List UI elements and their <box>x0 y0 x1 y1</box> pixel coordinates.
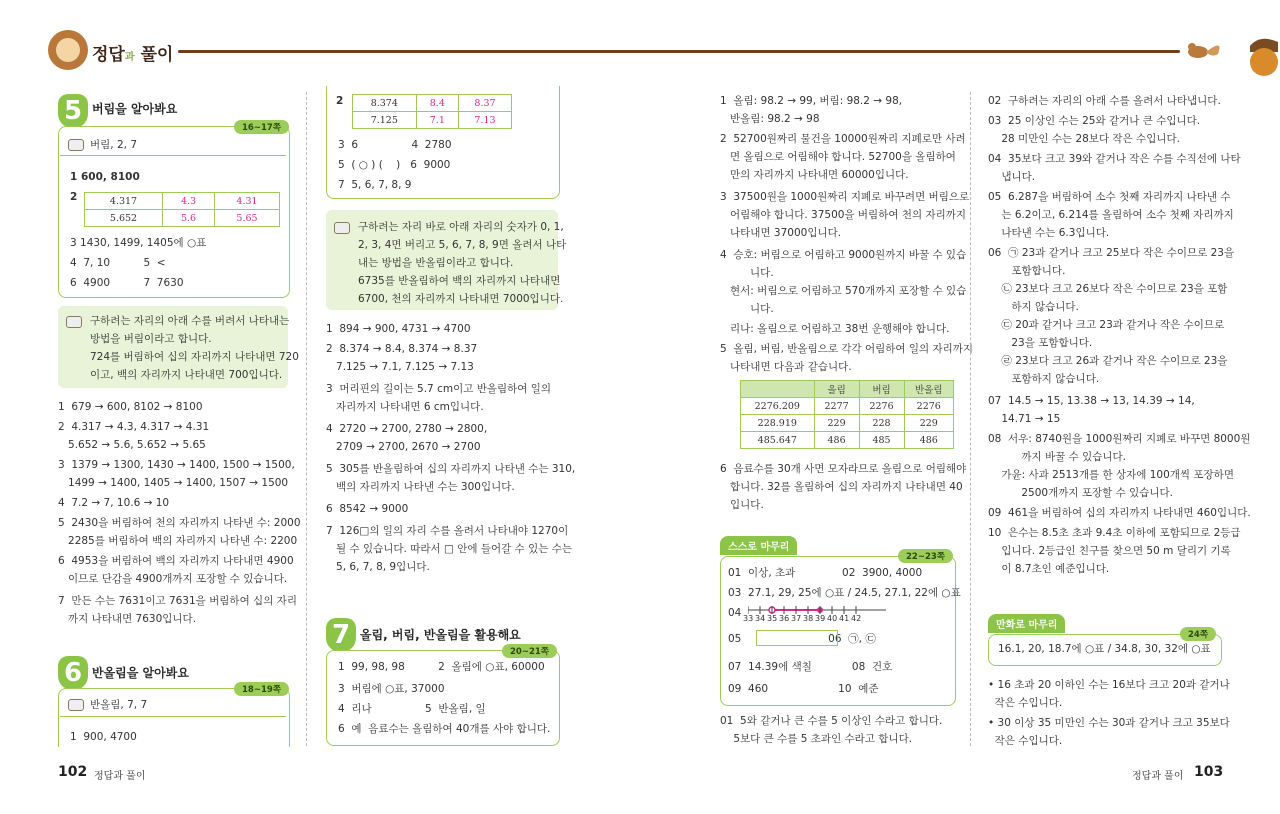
solution-line: 하지 않습니다. <box>988 301 1079 313</box>
solution-line: 10 은수는 8.5초 초과 9.4초 이하에 포함되므로 2등급 <box>988 527 1241 539</box>
section-6-table: 8.374 8.4 8.37 7.125 7.1 7.13 <box>352 94 512 129</box>
header-rule <box>178 50 1180 53</box>
number-line-label: 36 <box>779 614 790 623</box>
solution-line: 09 461을 버림하여 십의 자리까지 나타내면 460입니다. <box>988 507 1251 519</box>
answer-line: 7 5, 6, 7, 8, 9 <box>338 179 412 191</box>
answer-line: 2 <box>336 95 344 107</box>
note-line: 이고, 백의 자리까지 나타내면 700입니다. <box>90 369 283 381</box>
section-5-title: 버림을 알아봐요 <box>92 102 178 116</box>
solution-line: 5 올림, 버림, 반올림으로 각각 어림하여 일의 자리까지 <box>720 343 974 355</box>
mascot-lion-icon <box>48 30 88 70</box>
solution-line: 6 4953을 버림하여 백의 자리까지 나타내면 4900 <box>58 555 294 567</box>
section-7-pages: 20~21쪽 <box>502 644 557 658</box>
solution-line: 7 126□의 일의 자리 수를 올려서 나타내야 1270이 <box>326 525 569 537</box>
solution-line: 5.652 → 5.6, 5.652 → 5.65 <box>58 439 206 451</box>
section-6-pages: 18~19쪽 <box>234 682 289 696</box>
answer-line: 04 <box>728 607 742 619</box>
number-line-label: 42 <box>851 614 862 623</box>
solution-line: 백의 자리까지 나타낸 수는 300입니다. <box>326 481 515 493</box>
solution-line: 합니다. 32를 올림하여 십의 자리까지 나타내면 40 <box>720 481 963 493</box>
solution-line: 이 8.7초인 예준입니다. <box>988 563 1110 575</box>
solution-line: 5, 6, 7, 8, 9입니다. <box>326 561 430 573</box>
number-line-label: 38 <box>803 614 814 623</box>
answer-line: 6 4900 7 7630 <box>70 277 184 289</box>
solution-line: 1 올림: 98.2 → 99, 버림: 98.2 → 98, <box>720 95 903 107</box>
solution-line: 니다. <box>720 303 774 315</box>
notebook-icon <box>334 222 350 234</box>
answer-line: 07 14.39에 색칠 08 건호 <box>728 661 893 673</box>
solution-line: 2 52700원짜리 물건을 10000원짜리 지폐로만 사려 <box>720 133 966 145</box>
solution-line: 포함하지 않습니다. <box>988 373 1100 385</box>
number-line-label: 40 <box>827 614 838 623</box>
solution-line: 08 서우: 8740원을 1000원짜리 지폐로 바꾸면 8000원 <box>988 433 1251 445</box>
acorn-icon <box>1240 28 1280 80</box>
solution-line: 07 14.5 → 15, 13.38 → 13, 14.39 → 14, <box>988 395 1195 407</box>
solution-line: 7 만든 수는 7631이고 7631을 버림하여 십의 자리 <box>58 595 297 607</box>
solution-line: 3 1379 → 1300, 1430 → 1400, 1500 → 1500, <box>58 459 295 471</box>
answer-line: 6 예 음료수는 올림하여 40개를 사야 합니다. <box>338 723 551 735</box>
section-6-badge: 6 <box>58 656 88 690</box>
section-7-title: 올림, 버림, 반올림을 활용해요 <box>360 628 521 642</box>
solution-line: 14.71 → 15 <box>988 413 1061 425</box>
solution-line: • 30 이상 35 미만인 수는 30과 같거나 크고 35보다 <box>988 717 1230 729</box>
solution-line: 나타내면 37000입니다. <box>720 227 842 239</box>
number-line-label: 35 <box>767 614 778 623</box>
note-line: 2, 3, 4면 버리고 5, 6, 7, 8, 9면 올려서 나타 <box>358 239 567 251</box>
solution-line: 1 894 → 900, 4731 → 4700 <box>326 323 471 335</box>
answer-line: 1 99, 98, 98 2 올림에 ○표, 60000 <box>338 661 545 673</box>
solution-line: 6 음료수를 30개 사면 모자라므로 올림으로 어림해야 <box>720 463 967 475</box>
solution-line: 현서: 버림으로 어림하고 570개까지 포장할 수 있습 <box>720 285 967 297</box>
solution-line: 될 수 있습니다. 따라서 □ 안에 들어갈 수 있는 수는 <box>326 543 573 555</box>
solution-line: 2709 → 2700, 2670 → 2700 <box>326 441 481 453</box>
section-6-title: 반올림을 알아봐요 <box>92 666 189 680</box>
solution-line: 입니다. <box>720 499 764 511</box>
solution-line: 04 35보다 크고 39와 같거나 작은 수를 수직선에 나타 <box>988 153 1241 165</box>
answer-line: 16.1, 20, 18.7에 ○표 / 34.8, 30, 32에 ○표 <box>998 643 1211 655</box>
solution-line: 면 올림으로 어림해야 합니다. 52700을 올림하여 <box>720 151 956 163</box>
answer-blank-box <box>756 630 838 646</box>
solution-line: 6 8542 → 9000 <box>326 503 409 515</box>
page-number-left: 102 <box>58 764 88 780</box>
note-line: 구하려는 자리의 아래 수를 버려서 나타내는 <box>90 315 290 327</box>
answer-line: 01 이상, 초과 02 3900, 4000 <box>728 567 923 579</box>
solution-line: 만의 자리까지 나타내면 60000입니다. <box>720 169 909 181</box>
solution-line: 01 5와 같거나 큰 수를 5 이상인 수라고 합니다. <box>720 715 943 727</box>
solution-line: 5 2430을 버림하여 천의 자리까지 나타낸 수: 2000 <box>58 517 301 529</box>
answer-line: 05 06 ㉠, ㉢ <box>728 633 876 645</box>
answer-line: 버림, 2, 7 <box>68 138 137 152</box>
solution-line: 2 4.317 → 4.3, 4.317 → 4.31 <box>58 421 210 433</box>
notebook-icon <box>68 139 84 151</box>
page-title: 정답과 풀이 <box>92 45 174 65</box>
answer-line: 반올림, 7, 7 <box>68 698 147 712</box>
review-title: 스스로 마무리 <box>720 536 797 555</box>
solution-line: 니다. <box>720 267 774 279</box>
solution-line: 리나: 올림으로 어림하고 38번 운행해야 합니다. <box>720 323 950 335</box>
solution-line: 나타내면 다음과 같습니다. <box>720 361 852 373</box>
answer-line: 09 460 10 예준 <box>728 683 879 695</box>
solution-line: 반올림: 98.2 → 98 <box>720 113 820 125</box>
solution-line: 2 8.374 → 8.4, 8.374 → 8.37 <box>326 343 478 355</box>
answer-line: 3 버림에 ○표, 37000 <box>338 683 445 695</box>
note-line: 6700, 천의 자리까지 나타내면 7000입니다. <box>358 293 564 305</box>
solution-line: 이므로 단감을 4900개까지 포장할 수 있습니다. <box>58 573 288 585</box>
footer-label-right: 정답과 풀이 <box>1132 771 1184 782</box>
solution-line: 1 679 → 600, 8102 → 8100 <box>58 401 203 413</box>
solution-line: 1499 → 1400, 1405 → 1400, 1507 → 1500 <box>58 477 289 489</box>
solution-line: 냅니다. <box>988 171 1036 183</box>
solution-line: 작은 수입니다. <box>988 735 1063 747</box>
solution-line: 까지 바꿀 수 있습니다. <box>988 451 1127 463</box>
rounding-table: 올림 버림 반올림 2276.209 2277 2276 2276 228.919 229 228 229 485.647 486 485 486 <box>740 380 954 449</box>
solution-line: 포함합니다. <box>988 265 1066 277</box>
note-line: 내는 방법을 반올림이라고 합니다. <box>358 257 514 269</box>
solution-line: 자리까지 나타내면 6 cm입니다. <box>326 401 484 413</box>
review-pages: 22~23쪽 <box>898 549 953 563</box>
section-5-table: 4.317 4.3 4.31 5.652 5.6 5.65 <box>84 192 280 227</box>
answer-line: 3 1430, 1499, 1405에 ○표 <box>70 237 207 249</box>
solution-line: 2500개까지 포장할 수 있습니다. <box>988 487 1174 499</box>
note-line: 방법을 버림이라고 합니다. <box>90 333 212 345</box>
solution-line: 는 6.2이고, 6.214를 올림하여 소수 첫째 자리까지 <box>988 209 1234 221</box>
solution-line: 28 미만인 수는 28보다 작은 수입니다. <box>988 133 1180 145</box>
solution-line: 3 37500원을 1000원짜리 지폐로 바꾸려면 버림으로 <box>720 191 970 203</box>
notebook-icon <box>66 316 82 328</box>
number-line-label: 41 <box>839 614 850 623</box>
section-5-badge: 5 <box>58 94 88 128</box>
solution-line: 02 구하려는 자리의 아래 수를 올려서 나타냅니다. <box>988 95 1221 107</box>
note-line: 724를 버림하여 십의 자리까지 나타내면 720 <box>90 351 299 363</box>
solution-line: 7.125 → 7.1, 7.125 → 7.13 <box>326 361 474 373</box>
answer-line: 3 6 4 2780 <box>338 139 452 151</box>
number-line-label: 34 <box>755 614 766 623</box>
solution-line: 05 6.287을 버림하여 소수 첫째 자리까지 나타낸 수 <box>988 191 1231 203</box>
number-line-label: 33 <box>743 614 754 623</box>
number-line <box>743 602 888 628</box>
answer-line: 5 ( ○ ) ( ) 6 9000 <box>338 159 451 171</box>
solution-line: 작은 수입니다. <box>988 697 1063 709</box>
solution-line: ㉢ 20과 같거나 크고 23과 같거나 작은 수이므로 <box>988 319 1225 331</box>
number-line-label: 39 <box>815 614 826 623</box>
answer-line: 1 600, 8100 <box>70 171 140 183</box>
solution-line: 2285를 버림하여 백의 자리까지 나타낸 수: 2200 <box>58 535 298 547</box>
solution-line: 입니다. 2등급인 친구를 찾으면 50 m 달리기 기록 <box>988 545 1231 557</box>
comic-review-pages: 24쪽 <box>1180 627 1216 641</box>
solution-line: 5 305를 반올림하여 십의 자리까지 나타낸 수는 310, <box>326 463 576 475</box>
answer-line: 4 리나 5 반올림, 일 <box>338 703 486 715</box>
solution-line: ㉣ 23보다 크고 26과 같거나 작은 수이므로 23을 <box>988 355 1228 367</box>
number-line-label: 37 <box>791 614 802 623</box>
note-line: 6735를 반올림하여 백의 자리까지 나타내면 <box>358 275 561 287</box>
solution-line: ㉡ 23보다 크고 26보다 작은 수이므로 23을 포함 <box>988 283 1228 295</box>
answer-line: 03 27.1, 29, 25에 ○표 / 24.5, 27.1, 22에 ○표 <box>728 587 961 599</box>
solution-line: 4 7.2 → 7, 10.6 → 10 <box>58 497 170 509</box>
footer-label-left: 정답과 풀이 <box>94 771 146 782</box>
solution-line: 5보다 큰 수를 5 초과인 수라고 합니다. <box>720 733 913 745</box>
squirrel-icon <box>1184 36 1226 62</box>
answer-line: 1 900, 4700 <box>70 731 137 743</box>
solution-line: 3 머리핀의 길이는 5.7 cm이고 반올림하여 일의 <box>326 383 552 395</box>
solution-line: 어림해야 합니다. 37500을 버림하여 천의 자리까지 <box>720 209 967 221</box>
solution-line: 가윤: 사과 2513개를 한 상자에 100개씩 포장하면 <box>988 469 1234 481</box>
solution-line: • 16 초과 20 이하인 수는 16보다 크고 20과 같거나 <box>988 679 1230 691</box>
solution-line: 06 ㉠ 23과 같거나 크고 25보다 작은 수이므로 23을 <box>988 247 1235 259</box>
notebook-icon <box>68 699 84 711</box>
comic-review-title: 만화로 마무리 <box>988 614 1065 633</box>
answer-line: 4 7, 10 5 < <box>70 257 166 269</box>
solution-line: 23을 포함합니다. <box>988 337 1093 349</box>
solution-line: 까지 나타내면 7630입니다. <box>58 613 197 625</box>
section-7-badge: 7 <box>326 618 356 652</box>
note-line: 구하려는 자리 바로 아래 자리의 숫자가 0, 1, <box>358 221 564 233</box>
section-5-pages: 16~17쪽 <box>234 120 289 134</box>
solution-line: 03 25 이상인 수는 25와 같거나 큰 수입니다. <box>988 115 1201 127</box>
solution-line: 4 2720 → 2700, 2780 → 2800, <box>326 423 488 435</box>
solution-line: 4 승호: 버림으로 어림하고 9000원까지 바꿀 수 있습 <box>720 249 967 261</box>
solution-line: 나타낸 수는 6.3입니다. <box>988 227 1110 239</box>
page-number-right: 103 <box>1194 764 1224 780</box>
answer-line: 2 <box>70 191 78 203</box>
